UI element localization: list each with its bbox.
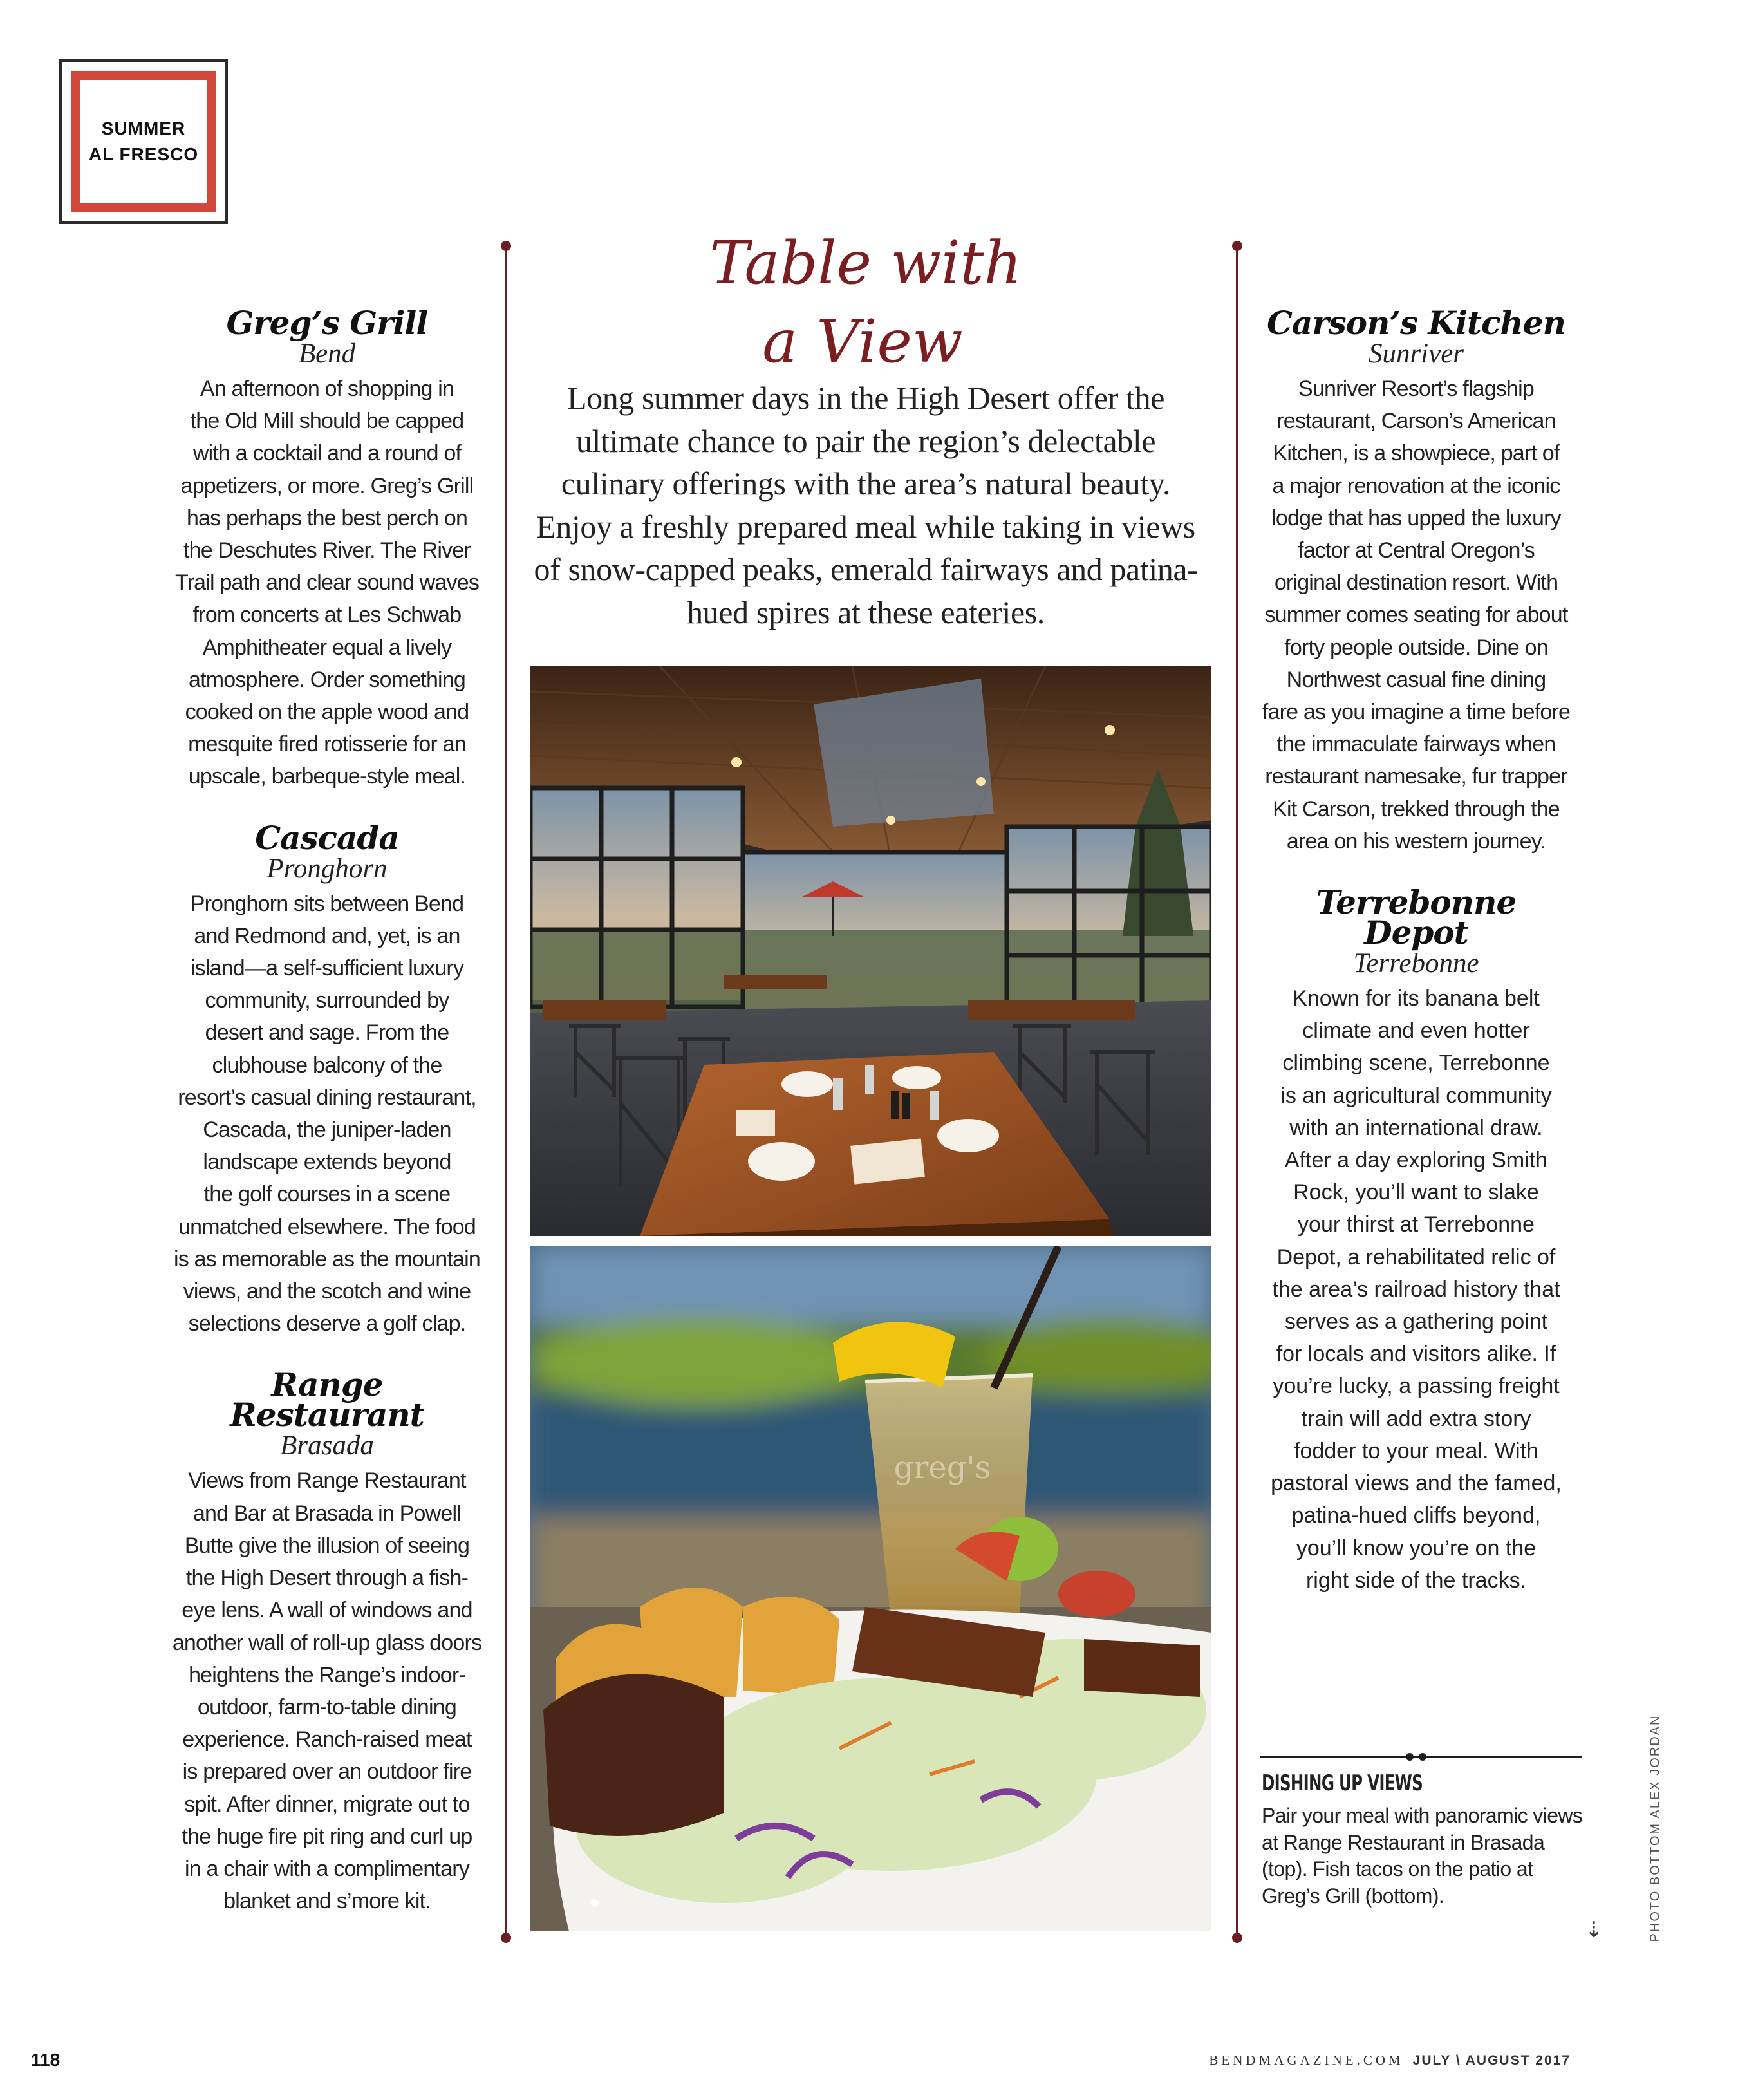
text-line: a major renovation at the iconic xyxy=(1272,473,1560,498)
text-line: is an agricultural community xyxy=(1280,1083,1552,1108)
text-line: Rock, you’ll want to slake xyxy=(1293,1180,1539,1205)
text-line: you’re lucky, a passing freight xyxy=(1273,1374,1560,1399)
text-line: the Deschutes River. The River xyxy=(183,538,471,563)
text-line: the Old Mill should be capped xyxy=(190,409,464,434)
restaurant-description xyxy=(160,888,494,1340)
text-line: original destination resort. With xyxy=(1274,570,1558,595)
text-line: your thirst at Terrebonne xyxy=(1298,1212,1535,1237)
text-line: restaurant, Carson’s American xyxy=(1276,409,1556,434)
text-line: area on his western journey. xyxy=(1286,829,1546,854)
text-line: upscale, barbeque-style meal. xyxy=(188,764,466,789)
restaurant-terrebonne-depot xyxy=(1249,883,1584,1597)
left-column-rule xyxy=(505,246,507,1938)
text-line: Greg’s Grill (bottom). xyxy=(1262,1884,1444,1908)
text-line: Butte give the illusion of seeing xyxy=(184,1533,470,1558)
text-line: in a chair with a complimentary xyxy=(185,1856,469,1881)
restaurant-name-line-1: Terrebonne xyxy=(1316,883,1517,922)
text-line: blanket and s’more kit. xyxy=(223,1889,431,1914)
text-line: Views from Range Restaurant xyxy=(188,1468,466,1494)
text-line: with a cocktail and a round of xyxy=(192,441,462,466)
text-line: climbing scene, Terrebonne xyxy=(1282,1051,1550,1076)
section-badge-line-1: SUMMER xyxy=(101,118,186,138)
text-line: clubhouse balcony of the xyxy=(212,1053,442,1078)
restaurant-location: Brasada xyxy=(280,1430,374,1461)
text-line: with an international draw. xyxy=(1289,1115,1543,1140)
text-line: the High Desert through a fish- xyxy=(185,1566,469,1591)
restaurant-location: Pronghorn xyxy=(266,853,388,884)
text-line: ultimate chance to pair the region’s delectable xyxy=(575,422,1156,459)
text-line: train will add extra story xyxy=(1301,1406,1531,1431)
text-line: heightens the Range’s indoor- xyxy=(189,1662,465,1687)
interior-illustration xyxy=(530,666,1211,1236)
text-line: factor at Central Oregon’s xyxy=(1298,538,1535,563)
text-line: Enjoy a freshly prepared meal while taking in views xyxy=(536,508,1195,545)
article-intro xyxy=(521,377,1210,633)
text-line: mesquite fired rotisserie for an xyxy=(188,732,466,757)
restaurant-cascada xyxy=(160,818,494,1340)
text-line: fodder to your meal. With xyxy=(1294,1438,1538,1463)
caption-ornament-rule xyxy=(1260,1752,1582,1760)
text-line: climate and even hotter xyxy=(1302,1018,1530,1044)
text-line: atmosphere. Order something xyxy=(188,667,466,692)
text-line: of snow-capped peaks, emerald fairways and patina- xyxy=(534,551,1198,587)
text-line: another wall of roll-up glass doors xyxy=(172,1630,482,1655)
text-line: hued spires at these eateries. xyxy=(687,594,1045,630)
tacos-illustration xyxy=(530,1246,1211,1931)
restaurant-carsons-kitchen xyxy=(1249,304,1584,858)
text-line: summer comes seating for about xyxy=(1264,603,1568,628)
text-line: has perhaps the best perch on xyxy=(186,505,468,530)
headline-line-1: Table with xyxy=(709,229,1022,297)
text-line: forty people outside. Dine on xyxy=(1284,635,1548,660)
text-line: selections deserve a golf clap. xyxy=(188,1311,466,1336)
text-line: serves as a gathering point xyxy=(1284,1309,1548,1335)
text-line: Cascada, the juniper-laden xyxy=(203,1118,451,1143)
text-line: Kitchen, is a showpiece, part of xyxy=(1273,441,1560,466)
footer-site: BENDMAGAZINE.COM xyxy=(1209,2052,1404,2068)
restaurant-name-line-2: Depot xyxy=(1364,914,1468,952)
section-badge-line-2: AL FRESCO xyxy=(88,144,199,164)
photo-fish-tacos-gregs-grill xyxy=(530,1246,1211,1931)
restaurant-gregs-grill xyxy=(160,304,494,793)
text-line: An afternoon of shopping in xyxy=(200,377,454,401)
text-line: the golf courses in a scene xyxy=(203,1182,451,1207)
end-of-story-icon: ⇣ xyxy=(1585,1918,1603,1942)
headline-line-2: a View xyxy=(762,307,963,376)
text-line: appetizers, or more. Greg’s Grill xyxy=(180,473,474,498)
restaurant-name-line-1: Range xyxy=(271,1365,383,1404)
text-line: Amphitheater equal a lively xyxy=(202,635,452,660)
text-line: right side of the tracks. xyxy=(1305,1568,1527,1593)
text-line: culinary offerings with the area’s natural beauty. xyxy=(561,465,1171,502)
section-badge-frame xyxy=(71,71,216,212)
text-line: community, surrounded by xyxy=(205,988,449,1013)
footer-issue: JULY \ AUGUST 2017 xyxy=(1412,2053,1571,2068)
ornament-divider xyxy=(1260,1753,1582,1761)
text-line: the huge fire pit ring and curl up xyxy=(182,1824,472,1849)
text-line: outdoor, farm-to-table dining xyxy=(197,1694,457,1720)
page-number: 118 xyxy=(31,2050,61,2070)
text-line: views, and the scotch and wine xyxy=(183,1279,471,1304)
right-column xyxy=(1249,304,1584,1597)
restaurant-location: Terrebonne xyxy=(1353,948,1479,979)
text-line: unmatched elsewhere. The food xyxy=(178,1214,476,1239)
text-line: the immaculate fairways when xyxy=(1276,732,1556,757)
cup-print: greg's xyxy=(893,1450,991,1486)
text-line: spit. After dinner, migrate out to xyxy=(184,1792,470,1817)
text-line: island—a self-sufficient luxury xyxy=(190,956,464,981)
section-badge xyxy=(59,59,228,224)
text-line: restaurant namesake, fur trapper xyxy=(1265,764,1567,789)
text-line: cooked on the apple wood and xyxy=(185,700,469,725)
photo-credit xyxy=(1643,1712,1668,1944)
text-line: from concerts at Les Schwab xyxy=(192,603,462,628)
text-line: fare as you imagine a time before xyxy=(1262,700,1571,725)
text-line: Trail path and clear sound waves xyxy=(174,570,480,595)
text-line: patina-hued cliffs beyond, xyxy=(1291,1503,1541,1528)
restaurant-name: Greg’s Grill xyxy=(226,304,428,342)
restaurant-location: Sunriver xyxy=(1368,339,1464,369)
restaurant-description xyxy=(160,1465,494,1917)
text-line: Depot, a rehabilitated relic of xyxy=(1276,1244,1556,1270)
right-column-rule xyxy=(1236,246,1238,1938)
text-line: experience. Ranch-raised meat xyxy=(182,1727,472,1752)
text-line: resort’s casual dining restaurant, xyxy=(178,1085,476,1110)
text-line: pastoral views and the famed, xyxy=(1271,1471,1562,1496)
restaurant-range xyxy=(160,1365,494,1917)
text-line: Long summer days in the High Desert offer the xyxy=(566,380,1165,416)
text-line: and Bar at Brasada in Powell xyxy=(192,1501,462,1526)
restaurant-location: Bend xyxy=(298,339,356,369)
text-line: lodge that has upped the luxury xyxy=(1271,505,1561,530)
text-line: (top). Fish tacos on the patio at xyxy=(1262,1857,1533,1880)
caption-text xyxy=(1262,1803,1596,1909)
photo-credit-text: PHOTO BOTTOM ALEX JORDAN xyxy=(1648,1714,1663,1942)
text-line: Known for its banana belt xyxy=(1293,986,1540,1011)
text-line: the area’s railroad history that xyxy=(1272,1277,1560,1302)
headline-script xyxy=(682,219,1043,386)
restaurant-name: Carson’s Kitchen xyxy=(1267,304,1565,342)
text-line: and Redmond and, yet, is an xyxy=(194,923,460,948)
text-line: Pair your meal with panoramic views xyxy=(1262,1804,1583,1827)
restaurant-description xyxy=(160,373,494,793)
left-column xyxy=(160,304,494,1917)
text-line: you’ll know you’re on the xyxy=(1296,1535,1537,1561)
text-line: is prepared over an outdoor fire xyxy=(182,1759,472,1785)
text-line: Northwest casual fine dining xyxy=(1286,667,1546,692)
article-headline xyxy=(682,219,1043,386)
restaurant-description xyxy=(1249,373,1584,858)
text-line: Pronghorn sits between Bend xyxy=(190,891,464,916)
text-line: desert and sage. From the xyxy=(205,1020,449,1045)
text-line: After a day exploring Smith xyxy=(1284,1148,1548,1173)
restaurant-description xyxy=(1249,982,1584,1597)
text-line: eye lens. A wall of windows and xyxy=(182,1598,472,1623)
text-line: at Range Restaurant in Brasada xyxy=(1262,1830,1545,1854)
page-footer xyxy=(1209,2052,1571,2068)
caption-title: DISHING UP VIEWS xyxy=(1262,1770,1423,1796)
text-line: for locals and visitors alike. If xyxy=(1276,1342,1556,1367)
text-line: Sunriver Resort’s flagship xyxy=(1298,377,1534,401)
photo-range-restaurant-interior xyxy=(530,666,1211,1236)
restaurant-name: Cascada xyxy=(255,818,399,857)
restaurant-name-line-2: Restaurant xyxy=(230,1396,424,1434)
text-line: Kit Carson, trekked through the xyxy=(1273,796,1560,821)
section-badge-text xyxy=(89,116,198,167)
text-line: is as memorable as the mountain xyxy=(173,1246,480,1271)
text-line: landscape extends beyond xyxy=(203,1150,451,1175)
